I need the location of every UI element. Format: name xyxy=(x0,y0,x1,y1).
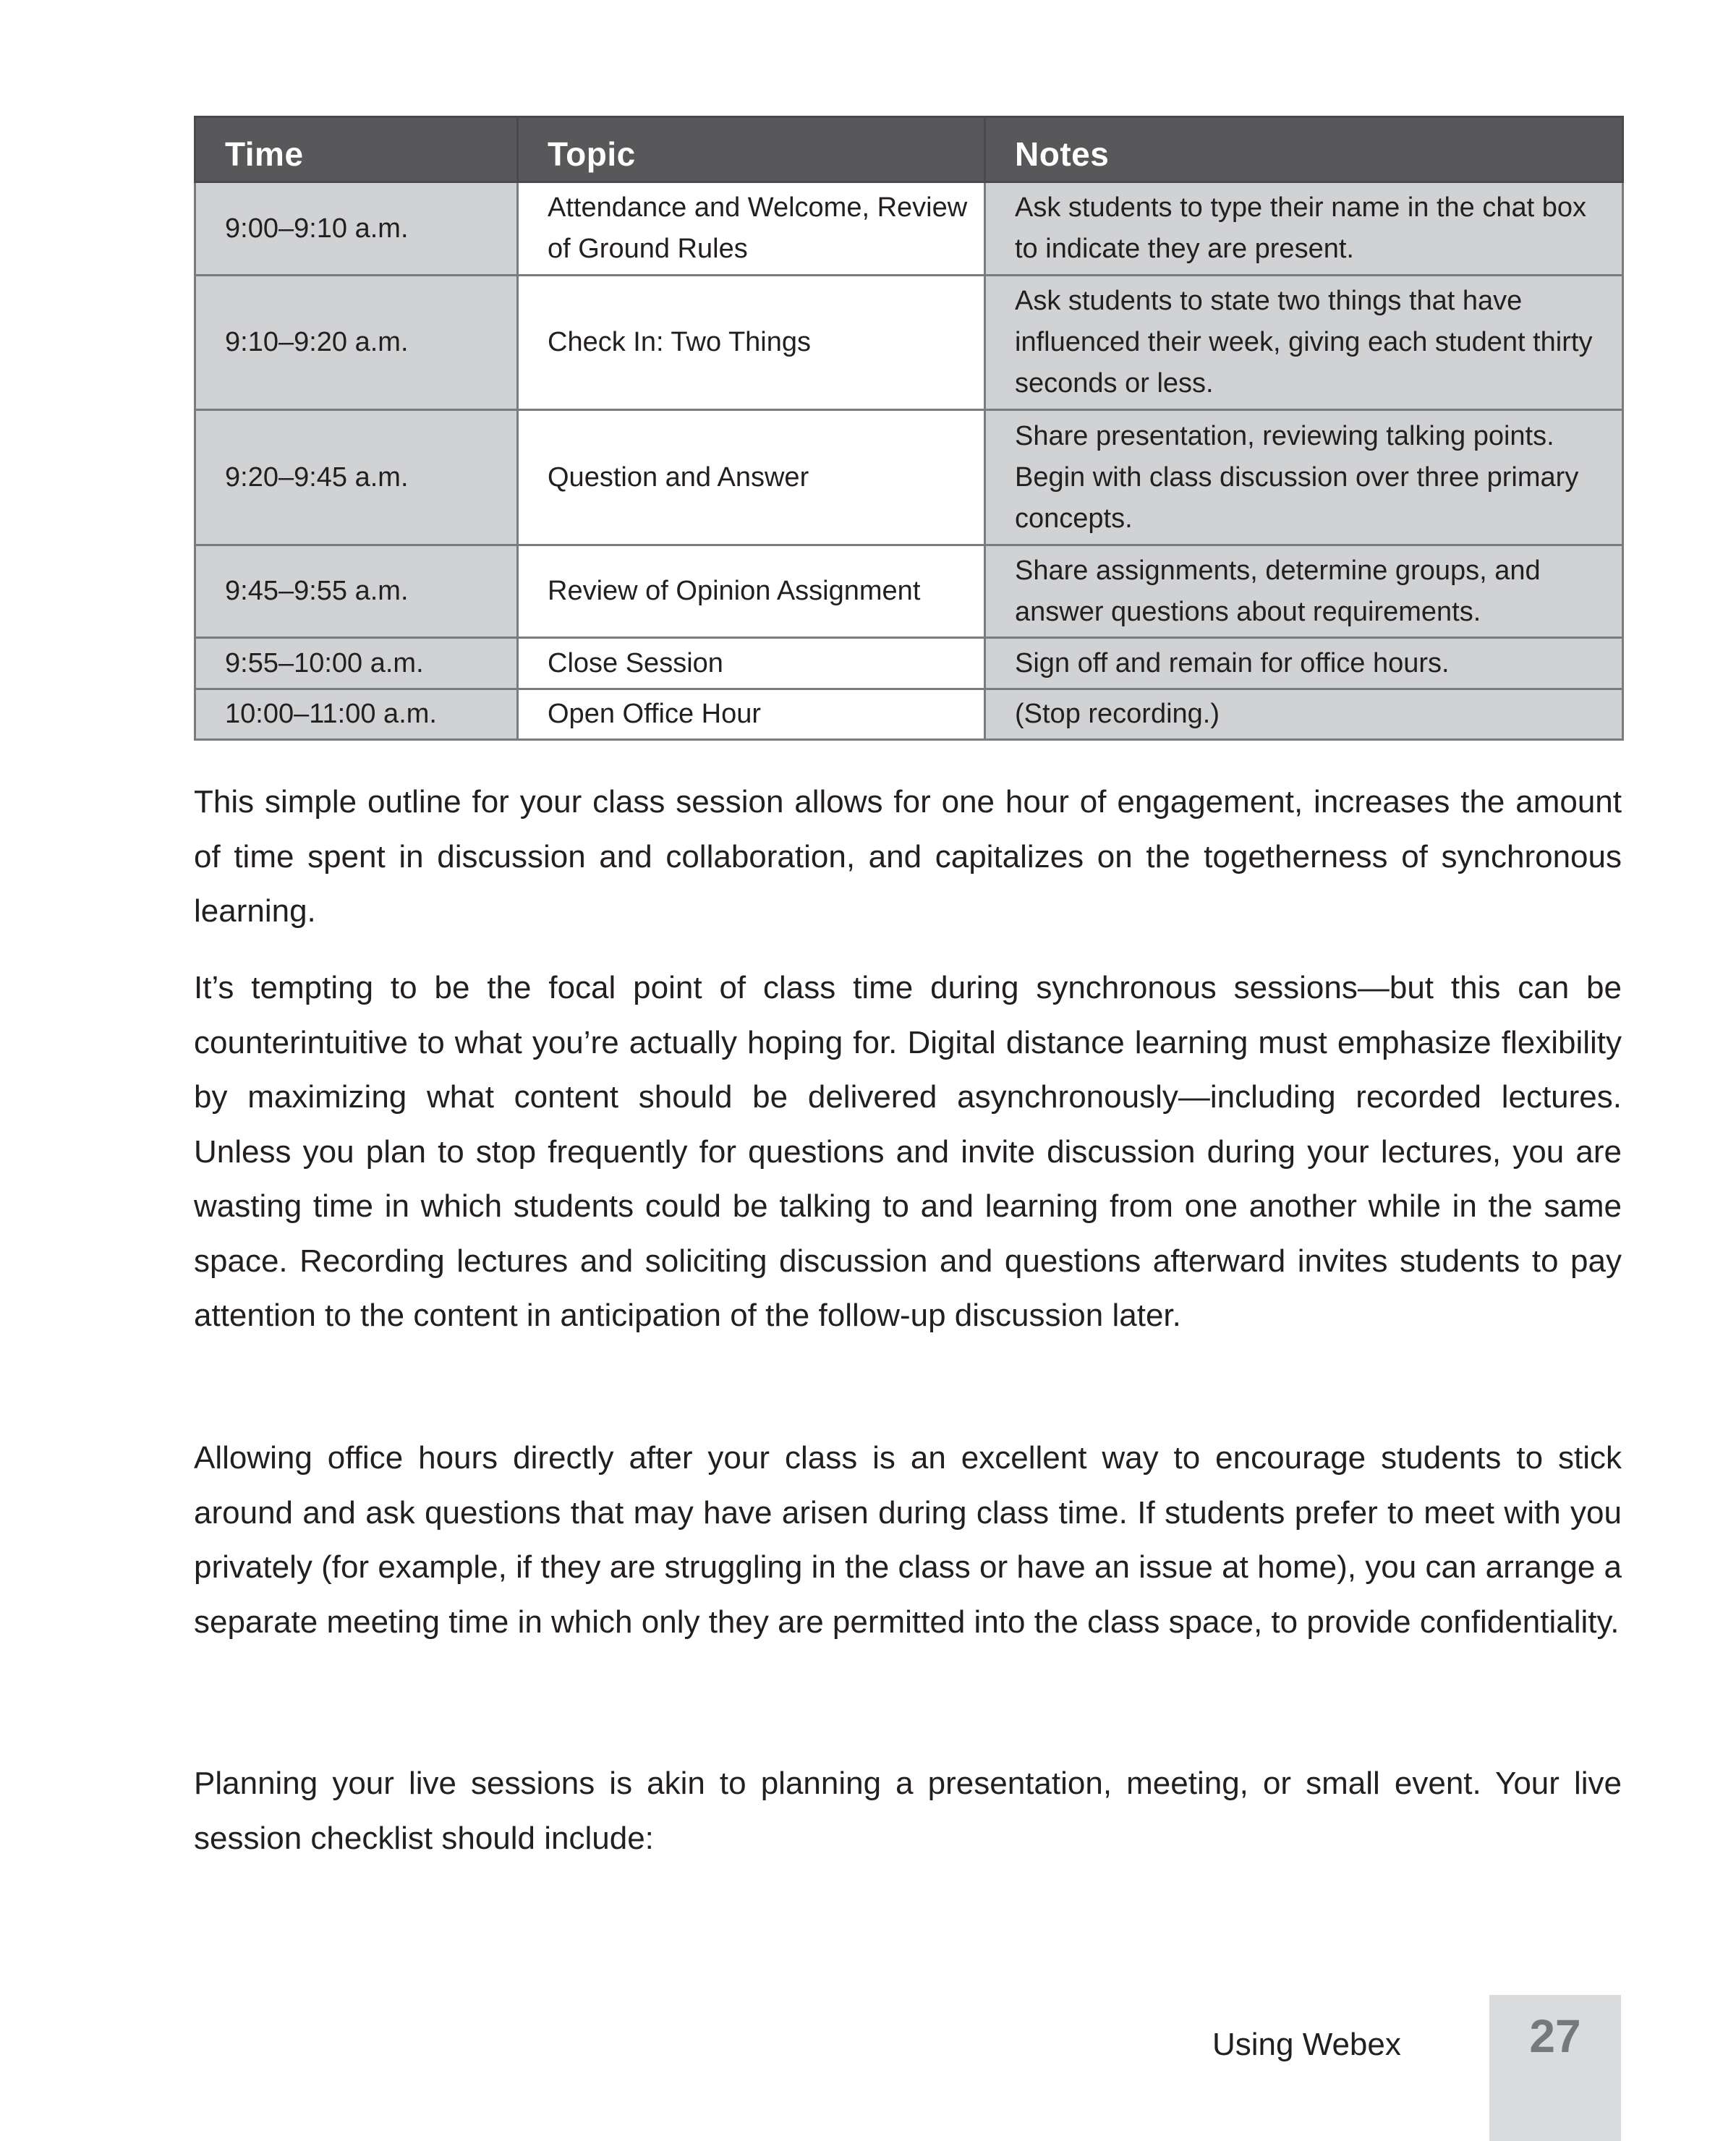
table-row xyxy=(195,182,1623,276)
notes-cell: Ask students to type their name in the chat box to indicate they are present. xyxy=(985,182,1623,276)
body-paragraph-checklist-intro: Planning your live sessions is akin to planning a presentation, meeting, or small event. Your live session checklist should include: xyxy=(194,1766,1622,1856)
body-paragraph-focal-point: It’s tempting to be the focal point of class time during synchronous sessions—but this can be counterintuitive to what you’re actually hoping for. Digital distance learning must emphasize flexibility by maximizing what content should be delivered asynchronously—including recorded lectures. Unless you plan to stop frequently for questions and invite discussion during your lectures, you are wasting time in which students could be talking to and learning from one another while in the same space. Recording lectures and soliciting discussion and questions afterward invites students to pay attention to the content in anticipation of the follow-up discussion later. xyxy=(194,970,1622,1333)
column-header-notes: Notes xyxy=(985,117,1623,182)
notes-cell: Share assignments, determine groups, and answer questions about requirements. xyxy=(985,545,1623,638)
topic-cell: Review of Opinion Assignment xyxy=(518,545,985,638)
table-row xyxy=(195,638,1623,689)
time-cell: 9:00–9:10 a.m. xyxy=(195,182,518,276)
body-paragraph-outline-summary: This simple outline for your class session allows for one hour of engagement, increases the amount of time spent in discussion and collaboration, and capitalizes on the togetherness of synchronous learning. xyxy=(194,784,1622,929)
notes-cell: Sign off and remain for office hours. xyxy=(985,638,1623,689)
topic-cell: Check In: Two Things xyxy=(518,276,985,410)
table-row xyxy=(195,276,1623,410)
table-header-row xyxy=(195,117,1623,182)
notes-cell: Share presentation, reviewing talking points. Begin with class discussion over three primary concepts. xyxy=(985,410,1623,545)
time-cell: 9:55–10:00 a.m. xyxy=(195,638,518,689)
topic-cell: Open Office Hour xyxy=(518,689,985,740)
time-cell: 10:00–11:00 a.m. xyxy=(195,689,518,740)
table-row xyxy=(195,545,1623,638)
table-row xyxy=(195,410,1623,545)
table-row xyxy=(195,689,1623,740)
body-paragraph-office-hours: Allowing office hours directly after your class is an excellent way to encourage students to stick around and ask questions that may have arisen during class time. If students prefer to meet with you privately (for example, if they are struggling in the class or have an issue at home), you can arrange a separate meeting time in which only they are permitted into the class space, to provide confidentiality. xyxy=(194,1440,1622,1640)
time-cell: 9:20–9:45 a.m. xyxy=(195,410,518,545)
notes-cell: (Stop recording.) xyxy=(985,689,1623,740)
notes-cell: Ask students to state two things that have influenced their week, giving each student thirty seconds or less. xyxy=(985,276,1623,410)
time-cell: 9:45–9:55 a.m. xyxy=(195,545,518,638)
topic-cell: Close Session xyxy=(518,638,985,689)
page-number-tab xyxy=(1489,1995,1621,2141)
running-footer-title: Using Webex xyxy=(1212,2027,1401,2062)
topic-cell: Question and Answer xyxy=(518,410,985,545)
topic-cell: Attendance and Welcome, Review of Ground Rules xyxy=(518,182,985,276)
time-cell: 9:10–9:20 a.m. xyxy=(195,276,518,410)
column-header-topic: Topic xyxy=(518,117,985,182)
schedule-table xyxy=(194,116,1624,741)
column-header-time: Time xyxy=(195,117,518,182)
page-number: 27 xyxy=(1529,2010,1581,2062)
